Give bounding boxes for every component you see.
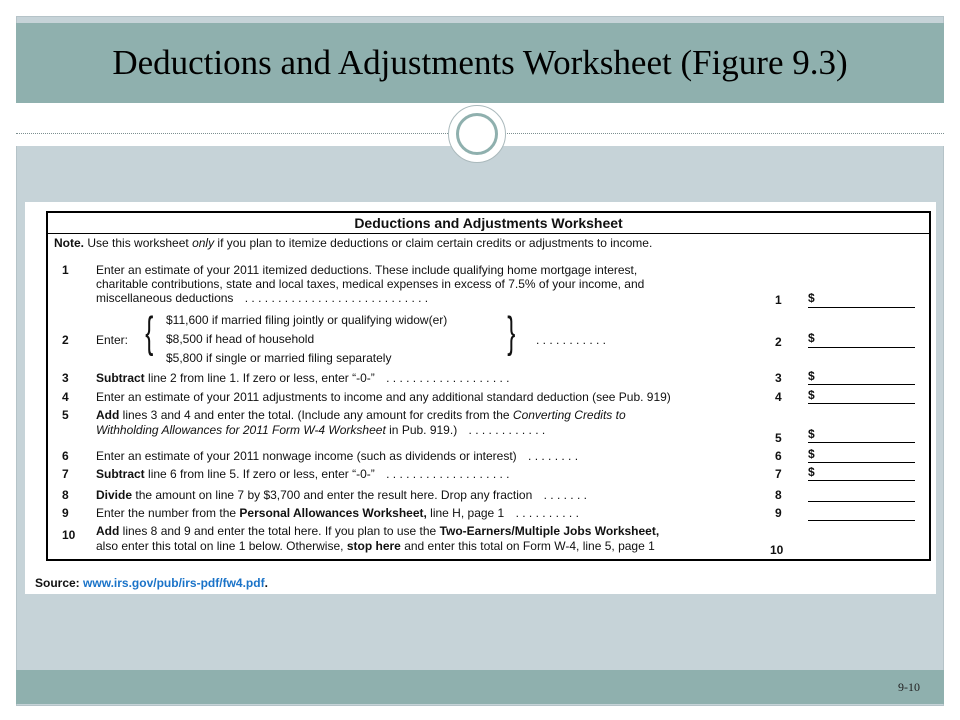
line8-num: 8 — [62, 488, 69, 502]
line2-option-1: $11,600 if married filing jointly or qualifying widow(er) — [166, 313, 448, 327]
line6-ref: 6 — [775, 449, 782, 463]
line9-ref: 9 — [775, 506, 782, 520]
line1-dollar: $ — [808, 291, 815, 305]
line1-num: 1 — [62, 263, 69, 277]
line2-entry-field[interactable] — [808, 347, 915, 348]
line9-num: 9 — [62, 506, 69, 520]
line1-text-c-row — [96, 291, 428, 305]
line1-text-a: Enter an estimate of your 2011 itemized deductions. These include qualifying home mortgage interest, — [96, 263, 638, 277]
line9-dots: . . . . . . . . . . — [515, 506, 579, 520]
line5-dots: . . . . . . . . . . . . — [468, 423, 546, 437]
line2-label: Enter: — [96, 333, 129, 347]
line10-row-a — [96, 524, 659, 538]
line5-bold: Add — [96, 408, 120, 422]
note-only: only — [192, 236, 215, 250]
line7-num: 7 — [62, 467, 69, 481]
note-label: Note. — [54, 236, 84, 250]
line8-row — [96, 488, 587, 502]
line6-text: Enter an estimate of your 2011 nonwage income (such as dividends or interest) — [96, 449, 517, 463]
line3-dollar: $ — [808, 369, 815, 383]
line5-num: 5 — [62, 408, 69, 422]
worksheet-figure — [25, 202, 936, 594]
line3-num: 3 — [62, 371, 69, 385]
line2-dots: . . . . . . . . . . . — [536, 333, 607, 347]
line8-bold: Divide — [96, 488, 133, 502]
line5-italic-b: Withholding Allowances for 2011 Form W-4 Worksheet — [96, 423, 386, 437]
line1-text-c: miscellaneous deductions — [96, 291, 234, 305]
line4-num: 4 — [62, 390, 69, 404]
right-brace-icon: } — [507, 308, 516, 357]
line2-dollar: $ — [808, 331, 815, 345]
line2-option-2: $8,500 if head of household — [166, 332, 315, 346]
line9-row — [96, 506, 579, 520]
line8-text: the amount on line 7 by $3,700 and enter the result here. Drop any fraction — [135, 488, 533, 502]
line6-dots: . . . . . . . . — [528, 449, 579, 463]
line2-option-3: $5,800 if single or married filing separately — [166, 351, 392, 365]
note-text-1: Use this worksheet — [87, 236, 189, 250]
line1-ref: 1 — [775, 293, 782, 307]
line10-text-b: also enter this total on line 1 below. Otherwise, — [96, 539, 344, 553]
line10-bold-c: stop here — [346, 539, 401, 553]
line1-text-b: charitable contributions, state and local taxes, medical expenses in excess of 7.5% of your income, and — [96, 277, 645, 291]
line4-entry-field[interactable] — [808, 403, 915, 404]
line5-ref: 5 — [775, 431, 782, 445]
line7-text: line 6 from line 5. If zero or less, enter “-0-” — [148, 467, 375, 481]
left-brace-icon: { — [145, 308, 154, 357]
line3-bold: Subtract — [96, 371, 145, 385]
line3-ref: 3 — [775, 371, 782, 385]
line9-entry-field[interactable] — [808, 520, 915, 521]
line1-entry-field[interactable] — [808, 307, 915, 308]
line5-dollar: $ — [808, 427, 815, 441]
note-text-2: if you plan to itemize deductions or claim certain credits or adjustments to income. — [217, 236, 653, 250]
line4-dollar: $ — [808, 388, 815, 402]
line10-num: 10 — [62, 528, 76, 542]
line5-text-b: in Pub. 919.) — [389, 423, 458, 437]
note-line — [54, 236, 652, 250]
worksheet-heading: Deductions and Adjustments Worksheet — [48, 213, 929, 234]
line7-dots: . . . . . . . . . . . . . . . . . . . — [386, 467, 510, 481]
line4-ref: 4 — [775, 390, 782, 404]
line10-row-b — [96, 539, 655, 553]
line2-num: 2 — [62, 333, 69, 347]
line8-ref: 8 — [775, 488, 782, 502]
worksheet-box — [46, 211, 931, 561]
source-period: . — [264, 576, 268, 590]
line9-bold: Personal Allowances Worksheet, — [239, 506, 427, 520]
line1-dots: . . . . . . . . . . . . . . . . . . . . . . . . . . . . — [244, 291, 429, 305]
line6-entry-field[interactable] — [808, 462, 915, 463]
line7-bold: Subtract — [96, 467, 145, 481]
line5-row-a — [96, 408, 626, 422]
line10-text-c: and enter this total on Form W-4, line 5, page 1 — [404, 539, 655, 553]
line7-entry-field[interactable] — [808, 480, 915, 481]
line3-text: line 2 from line 1. If zero or less, enter “-0-” — [148, 371, 375, 385]
line8-entry-field[interactable] — [808, 501, 915, 502]
footer-band — [16, 670, 944, 704]
source-link[interactable]: www.irs.gov/pub/irs-pdf/fw4.pdf — [83, 576, 265, 590]
page-number: 9-10 — [898, 680, 920, 694]
line4-text: Enter an estimate of your 2011 adjustments to income and any additional standard deduction (see Pub. 919) — [96, 390, 671, 404]
line5-italic-a: Converting Credits to — [512, 408, 626, 422]
line3-entry-field[interactable] — [808, 384, 915, 385]
line10-text-a: lines 8 and 9 and enter the total here. If you plan to use the — [122, 524, 437, 538]
line5-text-a: lines 3 and 4 and enter the total. (Include any amount for credits from the — [122, 408, 510, 422]
line7-row — [96, 467, 509, 481]
line9-text-b: line H, page 1 — [430, 506, 505, 520]
line6-dollar: $ — [808, 447, 815, 461]
slide-title: Deductions and Adjustments Worksheet (Figure 9.3) — [112, 43, 848, 82]
line6-row — [96, 449, 578, 463]
line10-bold-b: Two-Earners/Multiple Jobs Worksheet, — [439, 524, 660, 538]
line3-row — [96, 371, 509, 385]
line8-dots: . . . . . . . — [543, 488, 587, 502]
source-label: Source: — [35, 576, 80, 590]
decorative-circle-inner-icon — [456, 113, 498, 155]
line5-row-b — [96, 423, 545, 437]
line6-num: 6 — [62, 449, 69, 463]
line7-ref: 7 — [775, 467, 782, 481]
line3-dots: . . . . . . . . . . . . . . . . . . . — [386, 371, 510, 385]
line2-ref: 2 — [775, 335, 782, 349]
line7-dollar: $ — [808, 465, 815, 479]
line10-bold-a: Add — [96, 524, 120, 538]
line5-entry-field[interactable] — [808, 442, 915, 443]
line10-ref: 10 — [770, 543, 784, 557]
line9-text-a: Enter the number from the — [96, 506, 237, 520]
source-line — [35, 576, 268, 590]
